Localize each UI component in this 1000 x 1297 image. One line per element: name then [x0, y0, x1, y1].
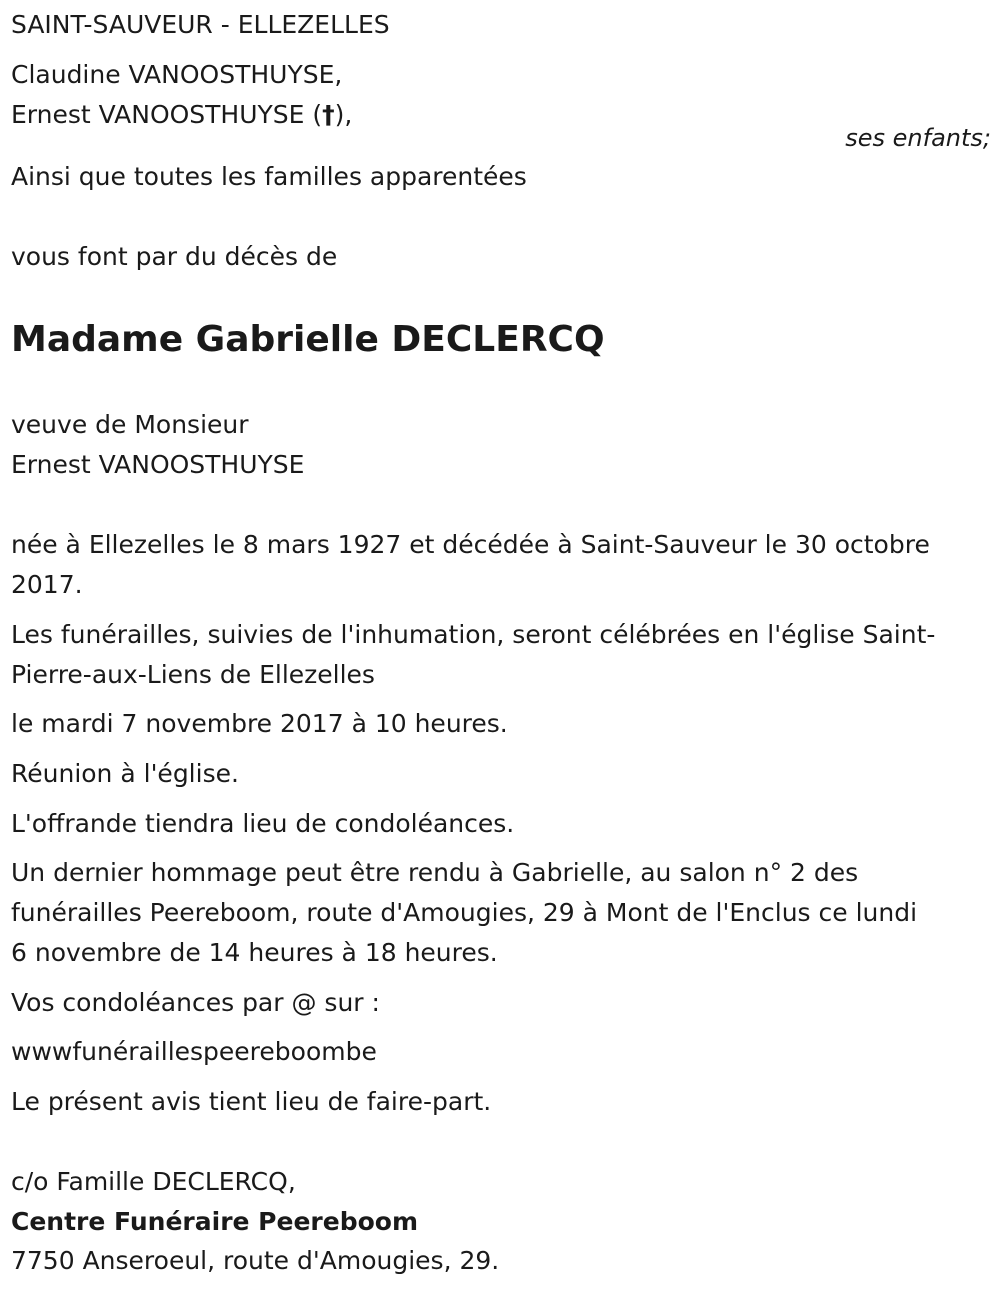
widow-line-2: Ernest VANOOSTHUYSE	[11, 450, 305, 479]
location-header: SAINT-SAUVEUR - ELLEZELLES	[11, 10, 390, 39]
tribute-line-2: funérailles Peereboom, route d'Amougies, 29 à Mont de l'Enclus ce lundi	[11, 898, 918, 927]
funeral-line-1: Les funérailles, suivies de l'inhumation, seront célébrées en l'église Saint-	[11, 620, 936, 649]
child-ernest-name: Ernest VANOOSTHUYSE (	[11, 100, 323, 129]
birth-line-1: née à Ellezelles le 8 mars 1927 et décédée à Saint-Sauveur le 30 octobre	[11, 530, 930, 559]
funeral-line-2: Pierre-aux-Liens de Ellezelles	[11, 660, 375, 689]
deceased-name: Madame Gabrielle DECLERCQ	[11, 319, 605, 360]
contact-address: 7750 Anseroeul, route d'Amougies, 29.	[11, 1246, 500, 1275]
notice-line: Le présent avis tient lieu de faire-part.	[11, 1087, 492, 1116]
child-ernest-end: ),	[334, 100, 353, 129]
funeral-offering: L'offrande tiendra lieu de condoléances.	[11, 809, 515, 838]
funeral-date: le mardi 7 novembre 2017 à 10 heures.	[11, 709, 508, 738]
child-claudine: Claudine VANOOSTHUYSE,	[11, 60, 343, 89]
funeral-meeting: Réunion à l'église.	[11, 759, 239, 788]
child-ernest	[11, 95, 352, 135]
children-role: ses enfants;	[845, 124, 991, 152]
widow-line-1: veuve de Monsieur	[11, 410, 249, 439]
families-line: Ainsi que toutes les familles apparentées	[11, 162, 527, 191]
announce-line: vous font par du décès de	[11, 242, 338, 271]
tribute-line-1: Un dernier hommage peut être rendu à Gabrielle, au salon n° 2 des	[11, 858, 859, 887]
condolences-site: wwwfunéraillespeereboombe	[11, 1037, 377, 1066]
cross-icon: †	[322, 100, 335, 129]
contact-line-1: c/o Famille DECLERCQ,	[11, 1167, 296, 1196]
condolences-label: Vos condoléances par @ sur :	[11, 988, 380, 1017]
contact-company: Centre Funéraire Peereboom	[11, 1207, 418, 1236]
tribute-line-3: 6 novembre de 14 heures à 18 heures.	[11, 938, 498, 967]
birth-line-2: 2017.	[11, 570, 83, 599]
